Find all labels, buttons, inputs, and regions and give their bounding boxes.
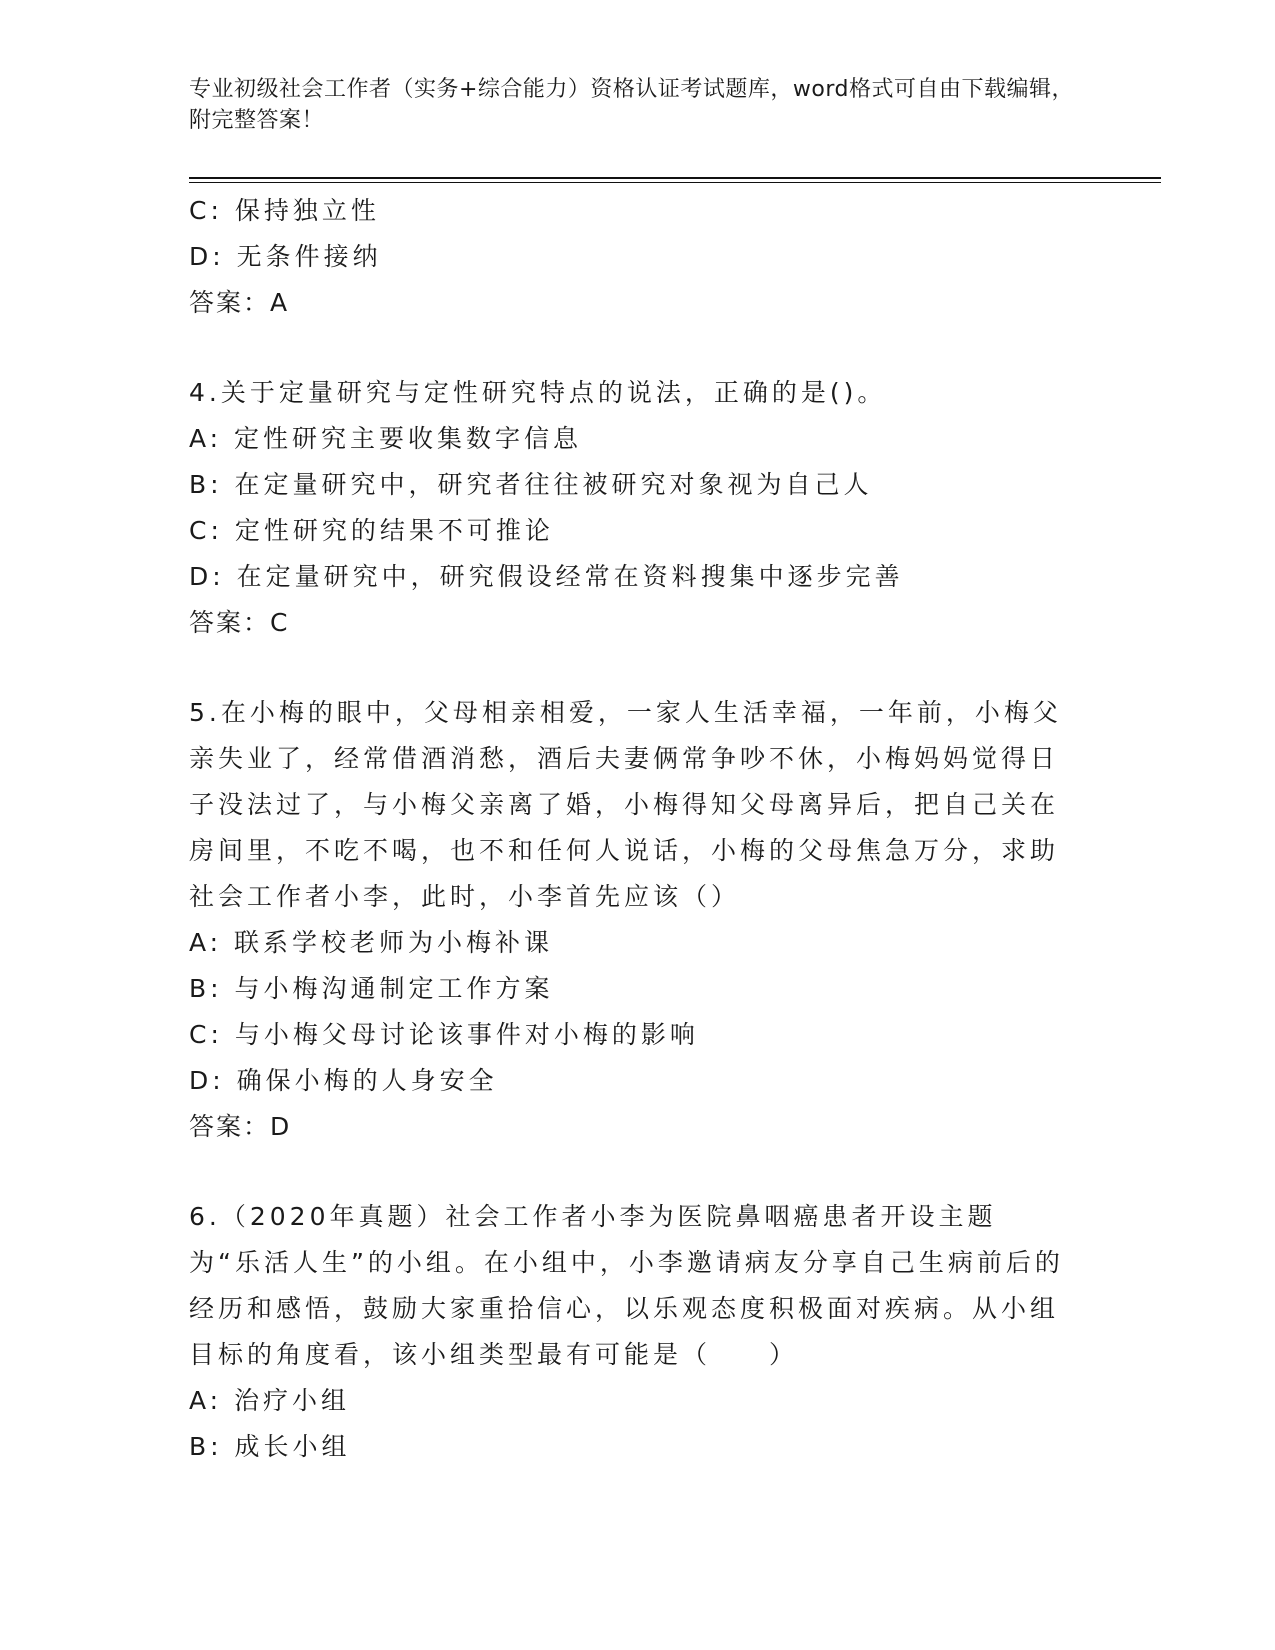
header-divider-thin	[189, 182, 1161, 183]
spacer	[189, 646, 1089, 690]
question-4	[189, 370, 1089, 646]
option-d: D: 在定量研究中，研究假设经常在资料搜集中逐步完善	[189, 562, 904, 591]
header-divider-thick	[189, 177, 1161, 179]
question-stem: 4.关于定量研究与定性研究特点的说法，正确的是()。	[189, 378, 887, 407]
spacer	[189, 1150, 1089, 1194]
option-a: A: 定性研究主要收集数字信息	[189, 424, 583, 453]
spacer	[189, 326, 1089, 370]
question-3-continued	[189, 188, 1089, 326]
question-6	[189, 1194, 1089, 1470]
option-c: C: 定性研究的结果不可推论	[189, 516, 554, 545]
option-a: A: 联系学校老师为小梅补课	[189, 928, 554, 957]
page-header: 专业初级社会工作者（实务+综合能力）资格认证考试题库，word格式可自由下载编辑，附完整答案！	[189, 77, 1075, 133]
option-b: B: 成长小组	[189, 1432, 351, 1461]
option-d: D: 确保小梅的人身安全	[189, 1066, 498, 1095]
option-a: A: 治疗小组	[189, 1386, 351, 1415]
answer-line: 答案：D	[189, 1112, 292, 1141]
question-stem: 6.（2020年真题）社会工作者小李为医院鼻咽癌患者开设主题为“乐活人生”的小组。在小组中，小李邀请病友分享自己生病前后的经历和感悟，鼓励大家重拾信心，以乐观态度积极面对疾病。从小组目标的角度看，该小组类型最有可能是（ ）	[189, 1202, 1064, 1369]
option-c: C: 与小梅父母讨论该事件对小梅的影响	[189, 1020, 699, 1049]
question-content	[189, 188, 1089, 1470]
option-b: B: 与小梅沟通制定工作方案	[189, 974, 554, 1003]
option-c: C: 保持独立性	[189, 196, 380, 225]
question-stem: 5.在小梅的眼中，父母相亲相爱，一家人生活幸福，一年前，小梅父亲失业了，经常借酒消愁，酒后夫妻俩常争吵不休，小梅妈妈觉得日子没法过了，与小梅父亲离了婚，小梅得知父母离异后，把自己关在房间里，不吃不喝，也不和任何人说话，小梅的父母焦急万分，求助社会工作者小李，此时，小李首先应该（）	[189, 698, 1062, 911]
question-5	[189, 690, 1089, 1150]
option-d: D: 无条件接纳	[189, 242, 382, 271]
option-b: B: 在定量研究中，研究者往往被研究对象视为自己人	[189, 470, 873, 499]
answer-line: 答案：C	[189, 608, 290, 637]
answer-line: 答案：A	[189, 288, 290, 317]
